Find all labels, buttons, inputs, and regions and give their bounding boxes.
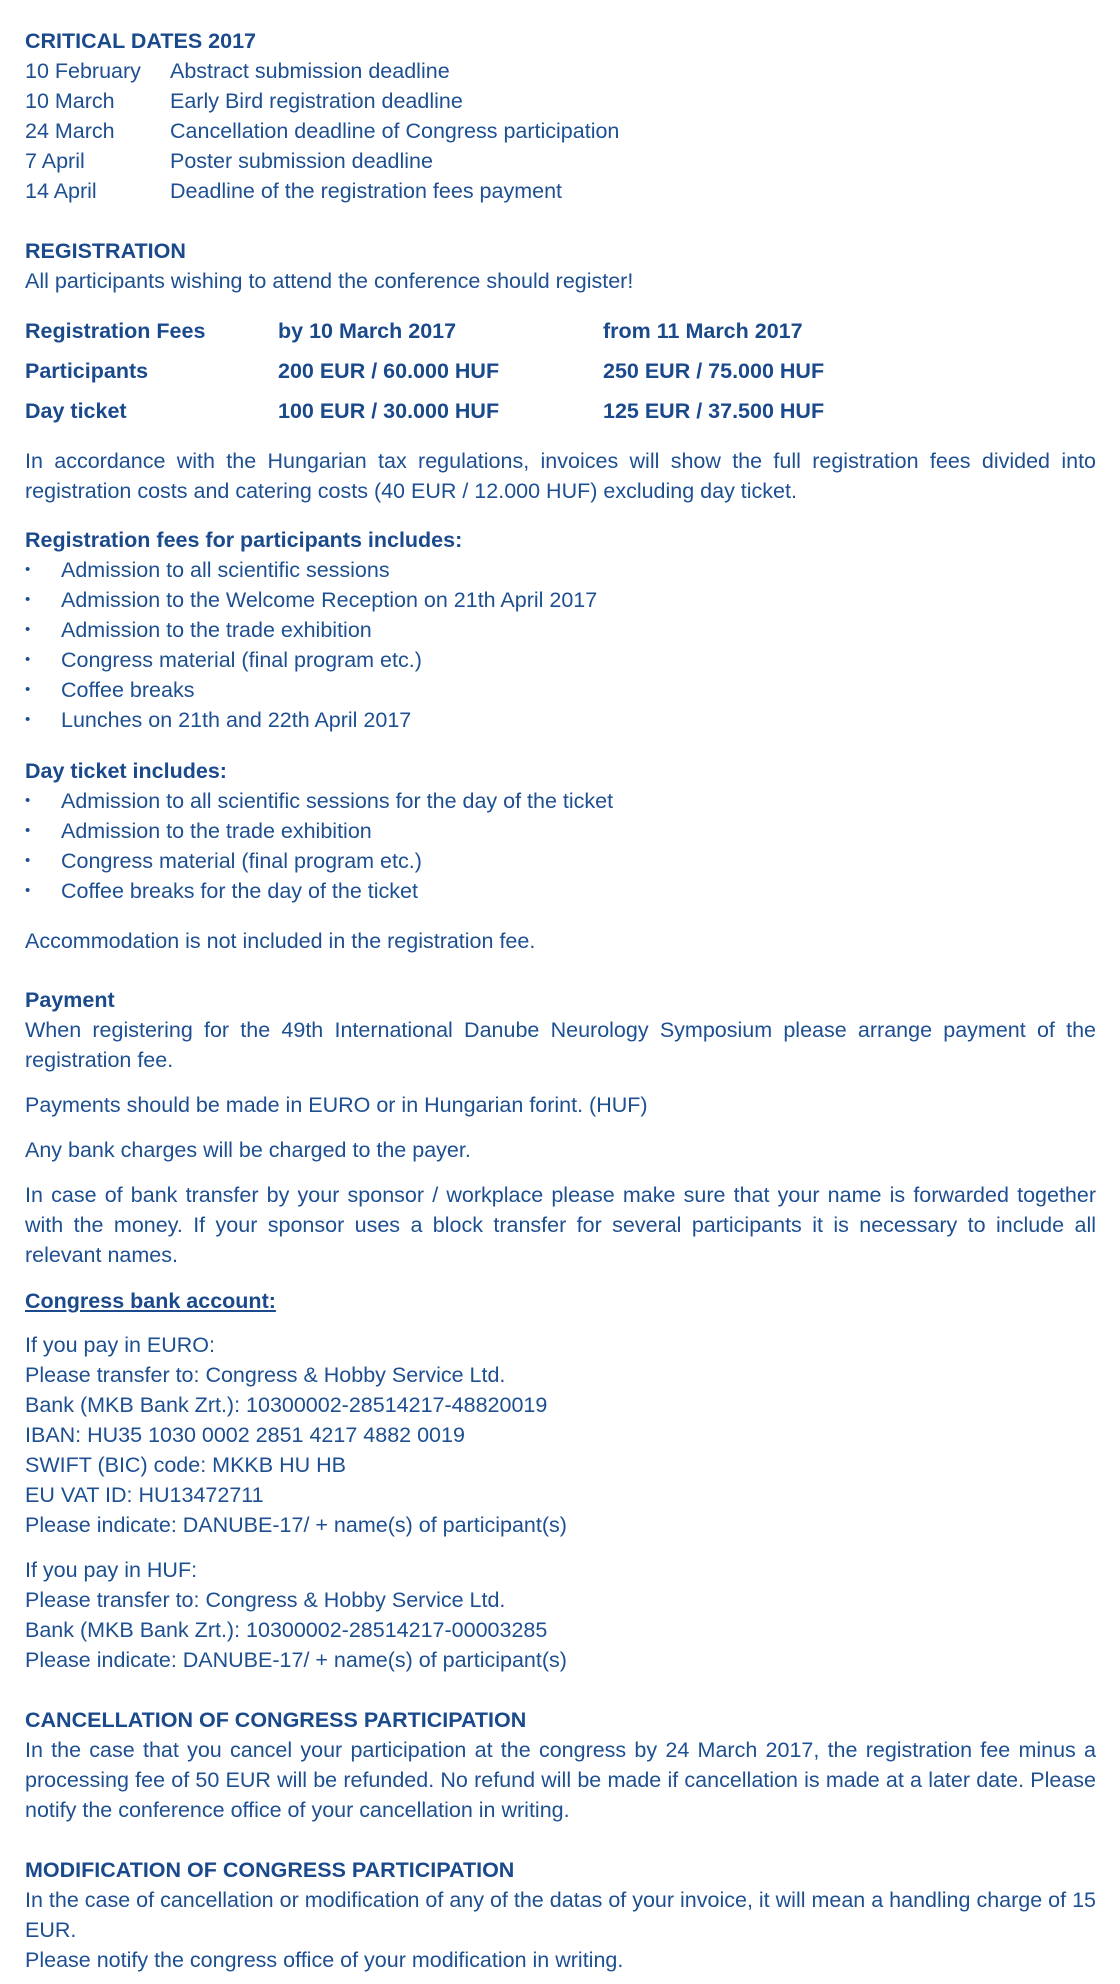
participants-includes-list	[25, 555, 1096, 735]
date: 10 February	[25, 59, 141, 83]
accommodation-note: Accommodation is not included in the registration fee.	[25, 929, 536, 953]
participants-includes-heading: Registration fees for participants includes:	[25, 528, 463, 552]
huf-line: Bank (MKB Bank Zrt.): 10300002-28514217-00003285	[25, 1618, 548, 1642]
huf-line: Please indicate: DANUBE-17/ + name(s) of participant(s)	[25, 1648, 567, 1672]
bank-charges-note: Any bank charges will be charged to the payer.	[25, 1138, 471, 1162]
list-item: • Admission to the trade exhibition	[25, 816, 1096, 846]
registration-heading: REGISTRATION	[25, 239, 186, 263]
event: Cancellation deadline of Congress participation	[170, 119, 620, 143]
huf-line: Please transfer to: Congress & Hobby Service Ltd.	[25, 1588, 506, 1612]
date-row	[25, 116, 1096, 146]
registration-intro: All participants wishing to attend the conference should register!	[25, 269, 634, 293]
euro-payment-details	[25, 1330, 1096, 1540]
list-item: • Congress material (final program etc.)	[25, 846, 1096, 876]
fees-table	[25, 316, 1096, 436]
payment-section	[25, 985, 1096, 1075]
euro-line: EU VAT ID: HU13472711	[25, 1483, 264, 1507]
sponsor-transfer-note: In case of bank transfer by your sponsor / workplace please make sure that your name is forwarded together with the money. If your sponsor uses a block transfer for several participants it is necessary to include all relevant names.	[25, 1183, 1096, 1267]
modification-heading: MODIFICATION OF CONGRESS PARTICIPATION	[25, 1858, 515, 1882]
list-item: • Coffee breaks for the day of the ticket	[25, 876, 1096, 906]
fees-header-cell: by 10 March 2017	[278, 319, 457, 343]
event: Poster submission deadline	[170, 149, 433, 173]
event: Deadline of the registration fees payment	[170, 179, 563, 203]
list-item: • Congress material (final program etc.)	[25, 645, 1096, 675]
fees-row	[25, 356, 1096, 396]
tax-note: In accordance with the Hungarian tax regulations, invoices will show the full registration fees divided into registration costs and catering costs (40 EUR / 12.000 HUF) excluding day ticket.	[25, 449, 1096, 503]
list-item: • Coffee breaks	[25, 675, 1096, 705]
event: Early Bird registration deadline	[170, 89, 463, 113]
participants-includes-section	[25, 525, 1096, 735]
huf-payment-details	[25, 1555, 1096, 1675]
day-ticket-includes-heading: Day ticket includes:	[25, 759, 227, 783]
event: Abstract submission deadline	[170, 59, 450, 83]
critical-dates-heading: CRITICAL DATES 2017	[25, 29, 256, 53]
fees-header-cell: from 11 March 2017	[603, 319, 803, 343]
huf-line: If you pay in HUF:	[25, 1558, 198, 1582]
euro-line: If you pay in EURO:	[25, 1333, 215, 1357]
fees-cell: Participants	[25, 359, 149, 383]
registration-heading-block	[25, 236, 1096, 296]
date-row	[25, 56, 1096, 86]
list-item: • Admission to the Welcome Reception on 21th April 2017	[25, 585, 1096, 615]
list-item: • Lunches on 21th and 22th April 2017	[25, 705, 1096, 735]
euro-line: Bank (MKB Bank Zrt.): 10300002-28514217-48820019	[25, 1393, 548, 1417]
payment-heading: Payment	[25, 988, 115, 1012]
cancellation-text: In the case that you cancel your participation at the congress by 24 March 2017, the registration fee minus a processing fee of 50 EUR will be refunded. No refund will be made if cancellation is made at a later date. Please notify the conference office of your cancellation in writing.	[25, 1738, 1096, 1822]
day-ticket-includes-section	[25, 756, 1096, 906]
cancellation-heading: CANCELLATION OF CONGRESS PARTICIPATION	[25, 1708, 527, 1732]
date-row	[25, 146, 1096, 176]
critical-dates-section	[25, 26, 1096, 206]
fees-row	[25, 396, 1096, 436]
date: 14 April	[25, 179, 97, 203]
list-item: • Admission to the trade exhibition	[25, 615, 1096, 645]
list-item: • Admission to all scientific sessions	[25, 555, 1096, 585]
euro-line: SWIFT (BIC) code: MKKB HU HB	[25, 1453, 346, 1477]
date: 10 March	[25, 89, 115, 113]
date: 7 April	[25, 149, 85, 173]
modification-note: Please notify the congress office of your modification in writing.	[25, 1948, 624, 1972]
bank-account-heading-block	[25, 1286, 1096, 1316]
bank-account-heading: Congress bank account:	[25, 1289, 276, 1313]
modification-section	[25, 1855, 1096, 1975]
fees-cell: Day ticket	[25, 399, 127, 423]
fees-header-cell: Registration Fees	[25, 319, 206, 343]
date-row	[25, 176, 1096, 206]
date-row	[25, 86, 1096, 116]
fees-cell: 100 EUR / 30.000 HUF	[278, 399, 500, 423]
fees-header-row	[25, 316, 1096, 356]
fees-cell: 125 EUR / 37.500 HUF	[603, 399, 825, 423]
fees-cell: 250 EUR / 75.000 HUF	[603, 359, 825, 383]
payment-paragraph: When registering for the 49th International Danube Neurology Symposium please arrange payment of the registration fee.	[25, 1018, 1096, 1072]
modification-text: In the case of cancellation or modification of any of the datas of your invoice, it will mean a handling charge of 15 EUR.	[25, 1888, 1096, 1942]
cancellation-section	[25, 1705, 1096, 1825]
fees-cell: 200 EUR / 60.000 HUF	[278, 359, 500, 383]
list-item: • Admission to all scientific sessions for the day of the ticket	[25, 786, 1096, 816]
euro-line: IBAN: HU35 1030 0002 2851 4217 4882 0019	[25, 1423, 465, 1447]
euro-line: Please transfer to: Congress & Hobby Service Ltd.	[25, 1363, 506, 1387]
euro-line: Please indicate: DANUBE-17/ + name(s) of participant(s)	[25, 1513, 567, 1537]
date: 24 March	[25, 119, 115, 143]
day-ticket-includes-list	[25, 786, 1096, 906]
payment-currency-note: Payments should be made in EURO or in Hungarian forint. (HUF)	[25, 1093, 648, 1117]
